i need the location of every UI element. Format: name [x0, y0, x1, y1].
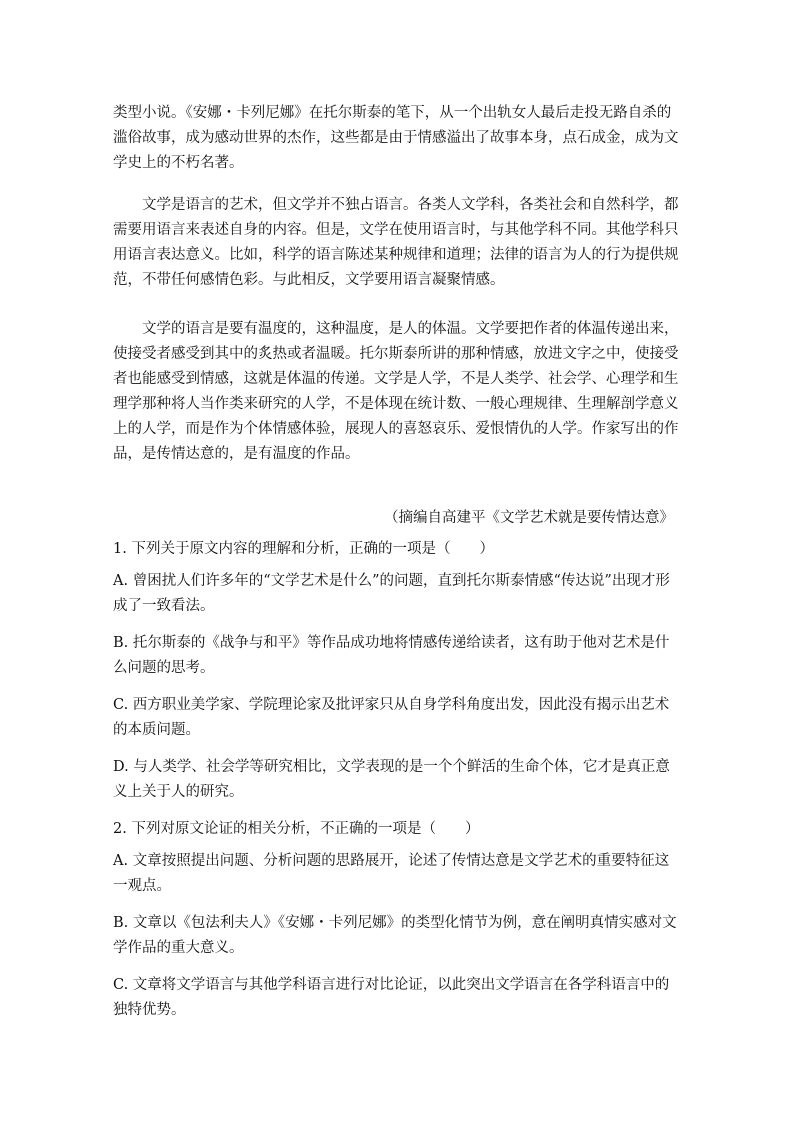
question-1-option-c: C. 西方职业美学家、学院理论家及批评家只从自身学科角度出发，因此没有揭示出艺术的本质问题。	[113, 697, 670, 738]
question-1-option-d: D. 与人类学、社会学等研究相比，文学表现的是一个个鲜活的生命个体，它才是真正意义上关于人的研究。	[113, 759, 670, 800]
passage-source: （摘编自高建平《文学艺术就是要传情达意》	[384, 510, 674, 526]
question-1-option-b: B. 托尔斯泰的《战争与和平》等作品成功地将情感传递给读者，这有助于他对艺术是什么问题的思考。	[113, 635, 670, 676]
question-2-option-b: B. 文章以《包法利夫人》《安娜・卡列尼娜》的类型化情节为例，意在阐明真情实感对文学作品的重大意义。	[113, 915, 677, 956]
passage-paragraph-1: 类型小说。《安娜・卡列尼娜》在托尔斯泰的笔下，从一个出轨女人最后走投无路自杀的滥俗故事，成为感动世界的杰作，这些都是由于情感溢出了故事本身，点石成金，成为文学史上的不朽名著。	[113, 105, 679, 171]
passage-paragraph-3: 文学的语言是要有温度的，这种温度，是人的体温。文学要把作者的体温传递出来，使接受者感受到其中的炙热或者温暖。托尔斯泰所讲的那种情感，放进文字之中，使接受者也能感受到情感，这就是体温的传递。文学是人学，不是人类学、社会学、心理学和生理学那种将人当作类来研究的人学，不是体现在统计数、一般心理规律、生理解剖学意义上的人学，而是作为个体情感体验，展现人的喜怒哀乐、爱恨情仇的人学。作家写出的作品，是传情达意的，是有温度的作品。	[113, 321, 679, 462]
question-2-stem: 2. 下列对原文论证的相关分析，不正确的一项是（ ）	[113, 821, 480, 837]
question-2-option-c: C. 文章将文学语言与其他学科语言进行对比论证，以此突出文学语言在各学科语言中的独特优势。	[113, 977, 670, 1018]
question-1-option-a: A. 曾困扰人们许多年的“文学艺术是什么”的问题，直到托尔斯泰情感“传达说”出现才形成了一致看法。	[113, 573, 670, 614]
question-2-option-a: A. 文章按照提出问题、分析问题的思路展开，论述了传情达意是文学艺术的重要特征这一观点。	[113, 853, 670, 894]
passage-paragraph-2: 文学是语言的艺术，但文学并不独占语言。各类人文学科，各类社会和自然科学，都需要用语言来表述自身的内容。但是，文学在使用语言时，与其他学科不同。其他学科只用语言表达意义。比如，科学的语言陈述某种规律和道理；法律的语言为人的行为提供规范，不带任何感情色彩。与此相反，文学要用语言凝聚情感。	[113, 197, 679, 288]
question-1-stem: 1. 下列关于原文内容的理解和分析，正确的一项是（ ）	[113, 541, 494, 557]
